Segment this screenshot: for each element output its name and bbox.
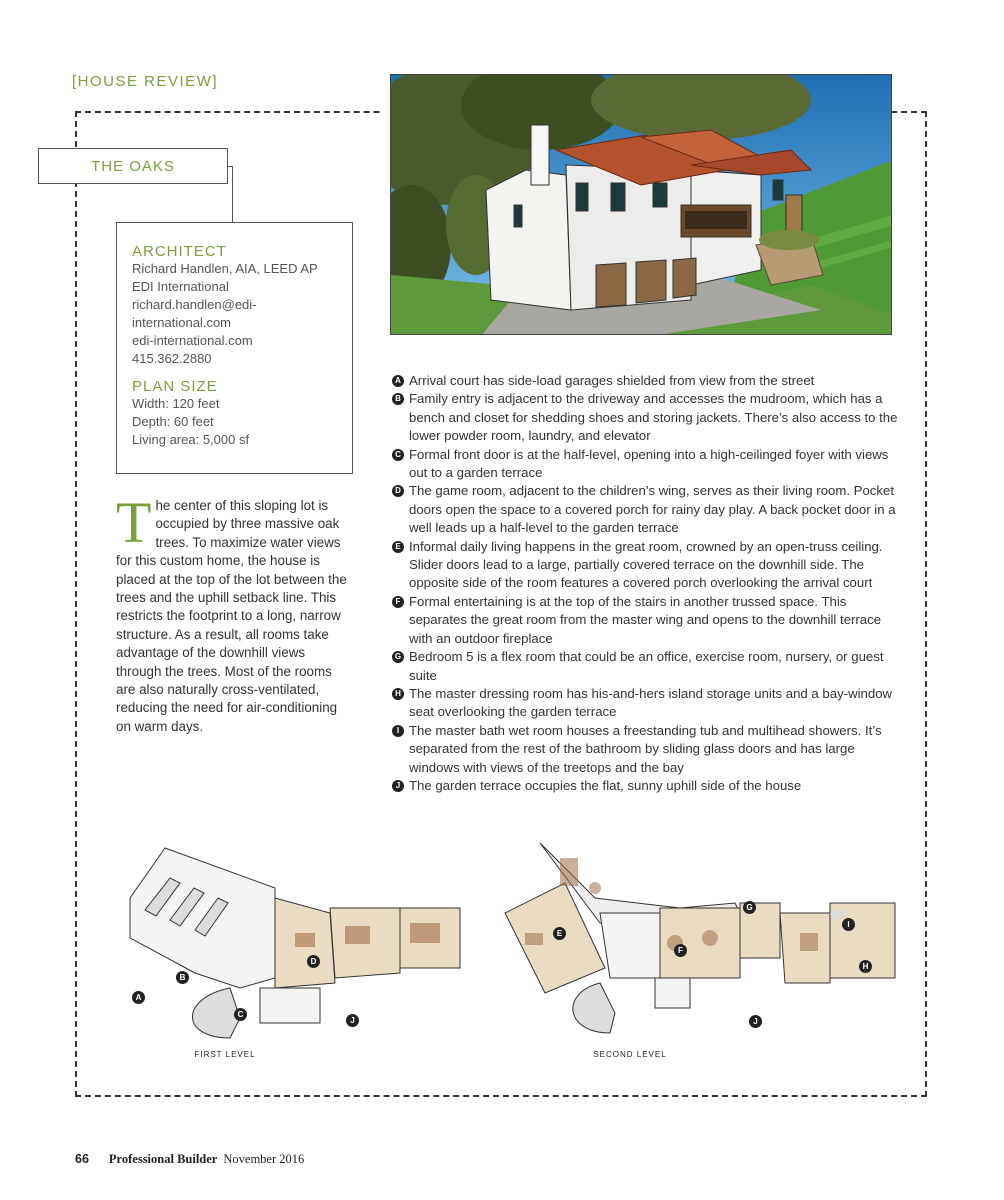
note-text: Arrival court has side-load garages shielded from view from the street [409, 373, 815, 388]
plan-marker: B [176, 971, 189, 984]
note-text: Family entry is adjacent to the driveway and accesses the mudroom, which has a bench and closet for shedding shoes and storing jackets. There’s also access to the lower powder room, laundry, and elevator [409, 391, 898, 444]
architect-line: 415.362.2880 [132, 351, 212, 366]
note-marker: G [392, 651, 404, 663]
feature-notes [392, 372, 902, 795]
second-level-plan [500, 838, 910, 1068]
info-box [116, 222, 353, 474]
plan-marker: A [132, 991, 145, 1004]
architect-line: Richard Handlen, AIA, LEED AP [132, 261, 318, 276]
note-marker: J [392, 780, 404, 792]
body-text: he center of this sloping lot is occupied by three massive oak trees. To maximize water views for this custom home, the house is placed at the top of the lot between the trees and the uphill setback line. This restricts the footprint to a long, narrow structure. As a result, all rooms take advantage of the downhill views through the trees. Most of the rooms are also naturally cross-ventilated, reducing the need for air-conditioning on warm days. [116, 498, 347, 734]
note-marker: A [392, 375, 404, 387]
note-item [392, 538, 902, 593]
note-item [392, 777, 902, 795]
note-marker: D [392, 485, 404, 497]
plan-marker: C [234, 1008, 247, 1021]
note-marker: C [392, 449, 404, 461]
note-item [392, 390, 902, 445]
plan-marker: D [307, 955, 320, 968]
plan-marker: J [749, 1015, 762, 1028]
first-level-label: FIRST LEVEL [194, 1050, 256, 1059]
note-marker: F [392, 596, 404, 608]
body-copy [116, 490, 352, 736]
note-text: Formal front door is at the half-level, opening into a high-ceilinged foyer with views out to a garden terrace [409, 446, 889, 481]
plan-marker: I [842, 918, 855, 931]
architect-line: international.com [132, 315, 231, 330]
house-rendering [390, 74, 892, 335]
note-marker: E [392, 541, 404, 553]
note-item [392, 446, 902, 483]
note-text: The garden terrace occupies the flat, sunny uphill side of the house [409, 777, 802, 793]
page-number: 66 [75, 1152, 89, 1166]
note-item [392, 593, 902, 648]
note-item [392, 648, 902, 685]
note-text: The master bath wet room houses a freestanding tub and multihead showers. It’s separated from the rest of the bathroom by sliding glass doors and has large windows with views of the treetops and the bay [409, 722, 882, 775]
house-rendering-svg [391, 75, 892, 335]
plan-size-line: Width: 120 feet [132, 396, 220, 411]
note-item [392, 372, 902, 390]
page-footer [75, 1152, 304, 1167]
architect-heading: ARCHITECT [132, 243, 227, 260]
connector-line-vertical [232, 166, 233, 222]
note-marker: B [392, 393, 404, 405]
plan-marker: J [346, 1014, 359, 1027]
note-marker: I [392, 725, 404, 737]
publication-name: Professional Builder [108, 1152, 218, 1166]
plan-marker: H [859, 960, 872, 973]
note-item [392, 685, 902, 722]
architect-line: edi-international.com [132, 333, 253, 348]
note-text: Formal entertaining is at the top of the stairs in another trussed space. This separates the great room from the master wing and opens to the downhill terrace with an outdoor fireplace [409, 593, 882, 646]
note-text: The game room, adjacent to the children’s wing, serves as their living room. Pocket doors open the space to a covered porch for rainy day play. A back pocket door in a well leads up a half-level to the garden terrace [409, 483, 896, 536]
second-level-label: SECOND LEVEL [593, 1050, 667, 1059]
note-marker: H [392, 688, 404, 700]
note-item [392, 722, 902, 777]
second-level-plan-drawing [500, 838, 910, 1053]
note-text: Bedroom 5 is a flex room that could be an office, exercise room, nursery, or guest suite [409, 649, 884, 683]
issue-date: November 2016 [223, 1152, 305, 1166]
note-text: The master dressing room has his-and-hers island storage units and a bay-window seat overlooking the garden terrace [409, 685, 893, 720]
drop-cap: T [116, 490, 152, 555]
section-tag: [HOUSE REVIEW] [72, 73, 219, 90]
plan-marker: E [553, 927, 566, 940]
plan-marker: G [743, 901, 756, 914]
first-level-plan [90, 838, 485, 1068]
first-level-plan-drawing [90, 838, 485, 1053]
note-text: Informal daily living happens in the great room, crowned by an open-truss ceiling. Slider doors lead to a large, partially covered terrace on the downhill side. The opposite side of the room features a covered porch overlooking the arrival court [409, 538, 883, 591]
plan-size-line: Depth: 60 feet [132, 414, 214, 429]
plan-size-heading: PLAN SIZE [132, 378, 218, 395]
project-name: THE OAKS [38, 148, 228, 184]
plan-marker: F [674, 944, 687, 957]
plan-size-line: Living area: 5,000 sf [132, 432, 250, 447]
architect-line: EDI International [132, 279, 229, 294]
architect-line: richard.handlen@edi- [132, 297, 257, 312]
note-item [392, 482, 902, 537]
